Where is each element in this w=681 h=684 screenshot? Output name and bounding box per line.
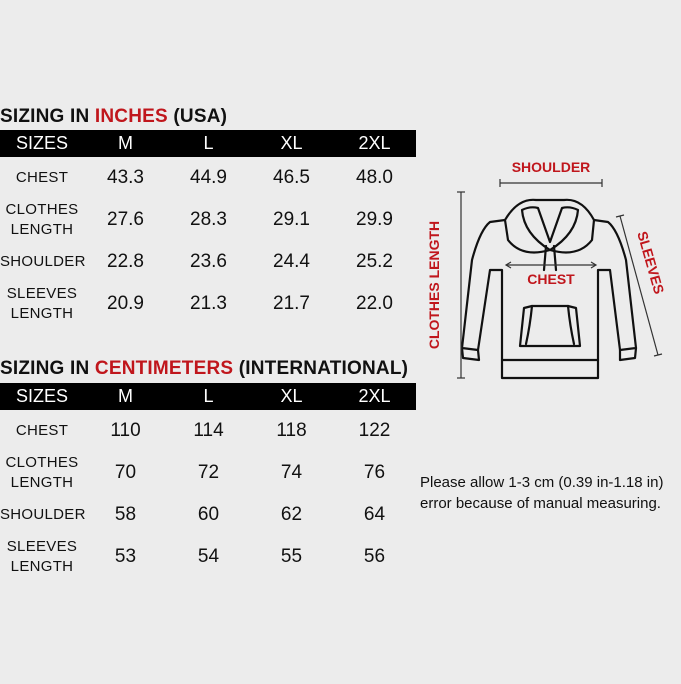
table-cell: 43.3 xyxy=(107,167,144,188)
table-cell: 48.0 xyxy=(356,167,393,188)
table-row xyxy=(0,199,416,241)
table-cell: 22.0 xyxy=(356,293,393,314)
table-cell: 110 xyxy=(110,420,141,441)
header-m: M xyxy=(118,133,133,153)
table-cell: 29.1 xyxy=(273,209,310,230)
inches-title-suffix: (USA) xyxy=(167,106,228,127)
clothes-length-label: CLOTHES LENGTH xyxy=(426,220,442,350)
table-cell: 27.6 xyxy=(107,209,144,230)
hoodie-measurement-diagram xyxy=(420,150,681,390)
table-cell: 114 xyxy=(193,420,224,441)
table-cell: 23.6 xyxy=(190,251,227,272)
table-cell: 55 xyxy=(280,546,303,567)
table-cell: 118 xyxy=(276,420,307,441)
row-label-shoulder: SHOULDER xyxy=(0,506,86,523)
table-cell: 20.9 xyxy=(107,293,144,314)
row-label-sleeves-length: SLEEVES LENGTH xyxy=(6,538,78,575)
header-l: L xyxy=(203,386,214,406)
table-cell: 58 xyxy=(114,504,137,525)
shoulder-measure-line xyxy=(500,179,602,187)
chest-label: CHEST xyxy=(527,271,575,287)
table-cell: 122 xyxy=(358,420,391,441)
row-label-sleeves-length: SLEEVES LENGTH xyxy=(6,285,78,322)
table-cell: 72 xyxy=(197,462,220,483)
table-row xyxy=(0,157,416,199)
table-row xyxy=(0,283,416,325)
header-l: L xyxy=(203,133,214,153)
cm-title-prefix: SIZING IN xyxy=(0,358,95,379)
row-label-shoulder: SHOULDER xyxy=(0,253,86,270)
table-cell: 74 xyxy=(280,462,303,483)
inches-title-prefix: SIZING IN xyxy=(0,106,95,127)
table-cell: 24.4 xyxy=(273,251,310,272)
table-cell: 28.3 xyxy=(190,209,227,230)
table-cell: 21.3 xyxy=(190,293,227,314)
inches-section-title xyxy=(0,106,227,128)
sleeves-label: SLEEVES xyxy=(634,229,668,296)
centimeters-size-table xyxy=(0,383,416,578)
row-label-clothes-length: CLOTHES LENGTH xyxy=(5,454,79,491)
length-measure-line xyxy=(457,192,465,378)
table-cell: 25.2 xyxy=(356,251,393,272)
header-xl: XL xyxy=(280,133,303,153)
header-sizes: SIZES xyxy=(15,386,68,406)
table-cell: 76 xyxy=(363,462,386,483)
table-cell: 22.8 xyxy=(107,251,144,272)
table-cell: 56 xyxy=(363,546,386,567)
table-row xyxy=(0,494,416,536)
row-label-chest: CHEST xyxy=(15,422,69,439)
cm-header-row xyxy=(0,383,416,410)
hoodie-icon xyxy=(462,200,636,378)
measurement-note: Please allow 1-3 cm (0.39 in-1.18 in) error because of manual measuring. xyxy=(420,474,664,512)
cm-title-accent: CENTIMETERS xyxy=(94,358,234,379)
table-cell: 64 xyxy=(363,504,386,525)
row-label-chest: CHEST xyxy=(15,169,69,186)
table-cell: 44.9 xyxy=(190,167,227,188)
table-cell: 29.9 xyxy=(356,209,393,230)
inches-title-accent: INCHES xyxy=(94,106,168,127)
table-row xyxy=(0,410,416,452)
table-cell: 60 xyxy=(197,504,220,525)
table-cell: 21.7 xyxy=(273,293,310,314)
header-m: M xyxy=(118,386,133,406)
row-label-clothes-length: CLOTHES LENGTH xyxy=(5,201,79,238)
header-2xl: 2XL xyxy=(358,386,391,406)
shoulder-label: SHOULDER xyxy=(511,159,591,175)
header-2xl: 2XL xyxy=(358,133,391,153)
table-row xyxy=(0,536,416,578)
inches-header-row xyxy=(0,130,416,157)
inches-size-table xyxy=(0,130,416,325)
header-xl: XL xyxy=(280,386,303,406)
table-cell: 62 xyxy=(280,504,303,525)
centimeters-section-title xyxy=(0,358,408,380)
table-cell: 54 xyxy=(197,546,220,567)
header-sizes: SIZES xyxy=(15,133,68,153)
table-cell: 46.5 xyxy=(273,167,310,188)
table-row xyxy=(0,452,416,494)
cm-title-suffix: (INTERNATIONAL) xyxy=(233,358,409,379)
table-cell: 70 xyxy=(114,462,137,483)
table-cell: 53 xyxy=(114,546,137,567)
table-row xyxy=(0,241,416,283)
chest-measure-line xyxy=(506,262,596,268)
